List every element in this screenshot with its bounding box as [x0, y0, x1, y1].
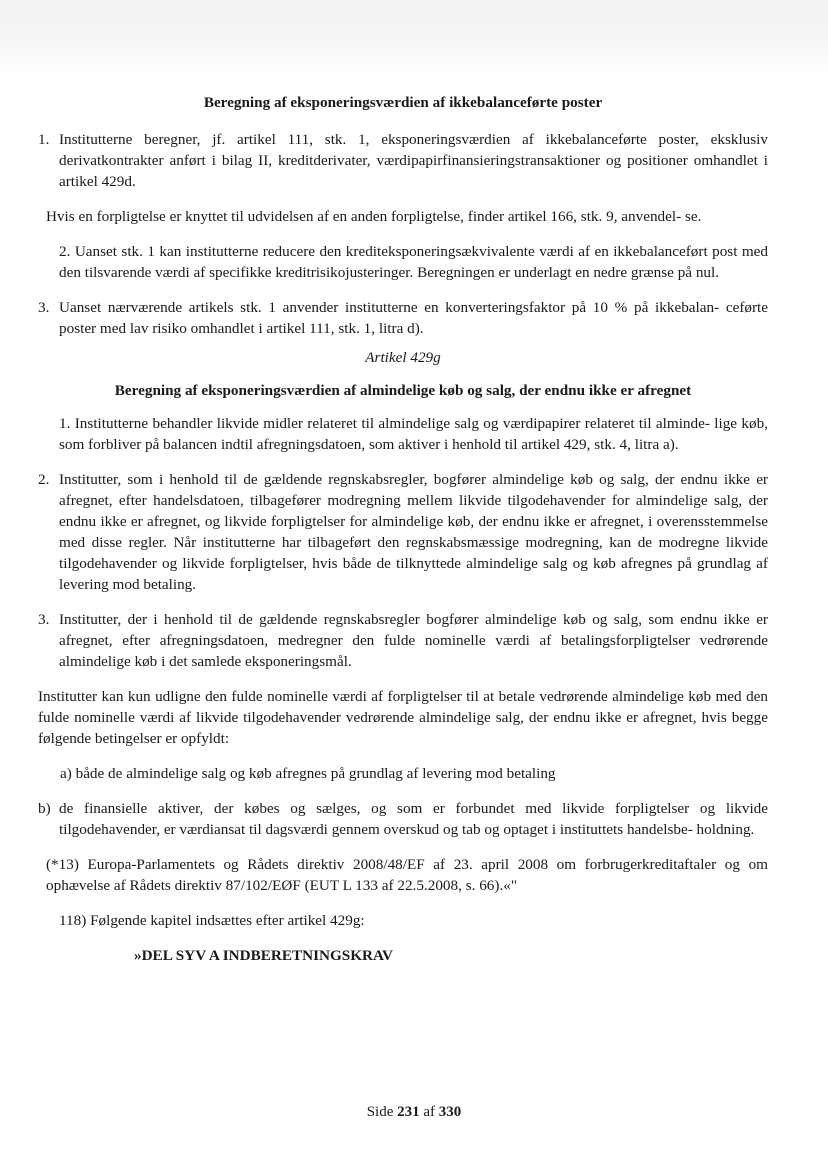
- paragraph-3: [38, 609, 768, 672]
- scan-shadow: [0, 0, 828, 75]
- part-title: »DEL SYV A INDBERETNINGSKRAV: [134, 947, 393, 964]
- page-number: 231: [397, 1104, 420, 1120]
- paragraph-text: Institutter, som i henhold til de gældende regnskabsregler, bogfører almindelige køb og salg, der endnu ikke er afregnet, efter handelsdatoen, tilbagefører modregning mellem likvide tilgodehavender for almindelige salg, der endnu ikke er afregnet, og likvide forpligtelser for almindelige køb, der endnu ikke er afregnet, i overensstemmelse med disse regler. Når institutterne har tilbageført den regnskabsmæssige modregning, kan de modregne likvide tilgodehavender og likvide forpligtelser, hvis både de tilknyttede almindelige salg og køb afregnes på grundlag af levering mod betaling.: [59, 471, 768, 593]
- amendment-118: 118) Følgende kapitel indsættes efter artikel 429g:: [59, 912, 365, 929]
- paragraph-1: 1. Institutterne behandler likvide midler relateret til almindelige salg og værdipapirer relateret til alminde- lige køb, som forbliver på balancen indtil afregningsdatoen, som aktiver i henhold til artikel 429, stk. 4, litra a).: [59, 415, 768, 453]
- page-footer: [0, 1104, 828, 1121]
- paragraph-note: Hvis en forpligtelse er knyttet til udvidelsen af en anden forpligtelse, finder artikel 166, stk. 9, anvendel- se.: [46, 208, 702, 225]
- paragraph-text: Institutterne beregner, jf. artikel 111, stk. 1, eksponeringsværdien af ikkebalanceførte poster, eksklusiv derivatkontrakter anført i bilag II, kreditderivater, værdipapirfinansieringstransaktioner og positioner omhandlet i artikel 429d.: [59, 131, 768, 190]
- page-prefix: Side: [366, 1104, 394, 1120]
- paragraph-number: 2.: [38, 471, 50, 488]
- condition-text: de finansielle aktiver, der købes og sælges, og som er forbundet med likvide forpligtelser og likvide tilgodehavender, er værdiansat til dagsværdi gennem overskud og tab og optaget i instituttets handelsbe- holdning.: [59, 800, 768, 838]
- paragraph-conditions: Institutter kan kun udligne den fulde nominelle værdi af forpligtelser til at betale vedrørende almindelige køb med den fulde nominelle værdi af likvide tilgodehavender vedrørende almindelige salg, der endnu ikke er afregnet, hvis begge følgende betingelser er opfyldt:: [38, 688, 768, 747]
- footnote: (*13) Europa-Parlamentets og Rådets direktiv 2008/48/EF af 23. april 2008 om forbrugerkreditaftaler og om ophævelse af Rådets direktiv 87/102/EØF (EUT L 133 af 22.5.2008, s. 66).«": [46, 856, 768, 894]
- paragraph-2: 2. Uanset stk. 1 kan institutterne reducere den krediteksponeringsækvivalente værdi af en ikkebalanceført post med den tilsvarende værdi af specifikke kreditrisikojusteringer. Beregningen er underlagt en nedre grænse på nul.: [59, 243, 768, 281]
- paragraph-number: 3.: [38, 611, 50, 628]
- condition-a: a) både de almindelige salg og køb afregnes på grundlag af levering mod betaling: [60, 765, 556, 782]
- condition-b: [38, 798, 768, 840]
- section-heading-unsettled-trades: Beregning af eksponeringsværdien af almindelige køb og salg, der endnu ikke er afregnet: [114, 382, 692, 399]
- paragraph-2: [38, 469, 768, 595]
- article-label: Artikel 429g: [365, 349, 441, 366]
- paragraph-3: [38, 297, 768, 339]
- paragraph-text: Institutter, der i henhold til de gældende regnskabsregler bogfører almindelige køb og salg, som endnu ikke er afregnet, efter afregningsdatoen, medregner den fulde nominelle værdi af betalingsforpligtelser vedrørende almindelige køb i det samlede eksponeringsmål.: [59, 611, 768, 670]
- section-heading-off-balance: Beregning af eksponeringsværdien af ikkebalanceførte poster: [203, 94, 603, 111]
- page-of: af: [423, 1104, 436, 1120]
- document-page: [38, 92, 768, 966]
- paragraph-1: [38, 129, 768, 192]
- paragraph-text: Uanset nærværende artikels stk. 1 anvender institutterne en konverteringsfaktor på 10 % på ikkebalan- ceførte poster med lav risiko omhandlet i artikel 111, stk. 1, litra d).: [59, 299, 768, 337]
- paragraph-number: 3.: [38, 299, 50, 316]
- paragraph-number: 1.: [38, 131, 50, 148]
- condition-letter: b): [38, 800, 51, 817]
- page-total: 330: [438, 1104, 462, 1120]
